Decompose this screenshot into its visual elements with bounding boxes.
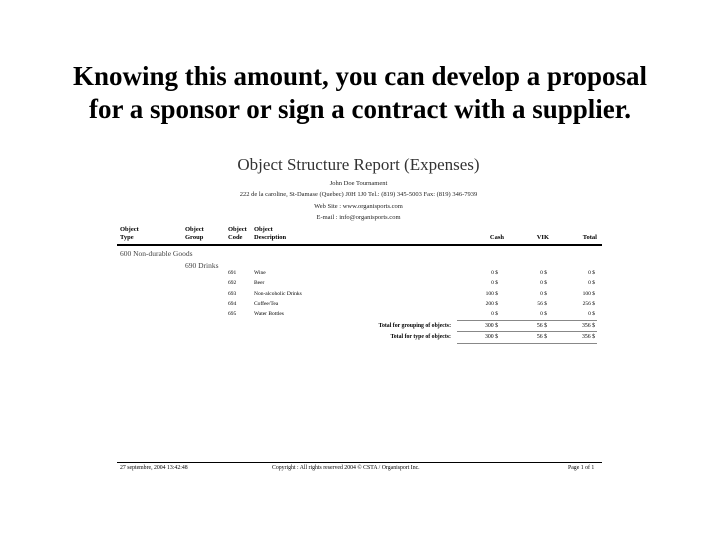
header-object-code: Object Code [228, 226, 247, 241]
organization-name: John Doe Tournament [329, 180, 388, 187]
table-row [115, 309, 602, 319]
table-row [115, 299, 602, 309]
organization-email: E-mail : info@organisports.com [316, 214, 401, 221]
row-code: 694 [228, 301, 237, 307]
row-cash: 100 $ [485, 291, 498, 297]
row-vik: 0 $ [540, 311, 547, 317]
subtotal-vik: 56 $ [536, 323, 547, 329]
subtotal-cash: 300 $ [484, 323, 498, 329]
row-description: Water Bottles [254, 311, 284, 317]
page-number: Page 1 of 1 [568, 465, 595, 471]
row-vik: 56 $ [537, 301, 547, 307]
category-group-label: 690 Drinks [185, 261, 219, 270]
report-image [115, 152, 602, 482]
header-divider [117, 244, 602, 246]
row-code: 695 [228, 311, 237, 317]
row-total: 0 $ [588, 311, 595, 317]
row-cash: 0 $ [491, 280, 498, 286]
subtotal-total: 356 $ [581, 323, 595, 329]
row-description: Beer [254, 280, 265, 286]
subtotal-total: 356 $ [581, 334, 595, 340]
row-cash: 200 $ [485, 301, 498, 307]
row-vik: 0 $ [540, 291, 547, 297]
table-row [115, 289, 602, 299]
subtotal-label: Total for grouping of objects: [378, 323, 451, 329]
row-cash: 0 $ [491, 270, 498, 276]
row-description: Wine [254, 270, 266, 276]
category-type-label: 600 Non-durable Goods [120, 249, 193, 258]
row-code: 692 [228, 280, 237, 286]
row-description: Coffee/Tea [254, 301, 279, 307]
slide-title-line-2: for a sponsor or sign a contract with a supplier. [88, 94, 632, 124]
header-total: Total [582, 234, 597, 241]
subtotal-vik: 56 $ [536, 334, 547, 340]
organization-address: 222 de la caroline, St-Damase (Quebec) J0H 1J0 Tel.: (819) 345-5003 Fax: (819) 346-7939 [239, 191, 478, 198]
table-row [115, 268, 602, 278]
header-cash: Cash [489, 234, 504, 241]
header-object-description: Object Description [254, 226, 287, 241]
header-object-type: Object Type [120, 226, 139, 241]
row-total: 0 $ [588, 270, 595, 276]
subtotal-row-group [115, 321, 602, 331]
slide-title-line-1: Knowing this amount, you can develop a proposal [72, 61, 648, 91]
subtotal-cash: 300 $ [484, 334, 498, 340]
subtotal-row-type [115, 332, 602, 342]
row-total: 100 $ [582, 291, 595, 297]
footer-divider [117, 462, 602, 463]
header-object-group: Object Group [185, 226, 204, 241]
report-date: 27 septembre, 2004 13:42:48 [120, 465, 188, 471]
report-copyright: Copyright : All rights reserved 2004 © CSTA / Organisport Inc. [272, 465, 420, 471]
subtotal-label: Total for type of objects: [390, 334, 451, 340]
table-row [115, 278, 602, 288]
row-description: Non-alcoholic Drinks [254, 291, 302, 297]
row-code: 693 [228, 291, 237, 297]
row-vik: 0 $ [540, 270, 547, 276]
row-code: 691 [228, 270, 237, 276]
row-total: 0 $ [588, 280, 595, 286]
row-total: 256 $ [582, 301, 595, 307]
header-vik: VIK [536, 234, 549, 241]
organization-website: Web Site : www.organisports.com [314, 203, 403, 210]
row-cash: 0 $ [491, 311, 498, 317]
row-vik: 0 $ [540, 280, 547, 286]
subtotal-divider [457, 343, 597, 344]
report-title: Object Structure Report (Expenses) [237, 155, 480, 174]
slide-title [20, 60, 700, 126]
